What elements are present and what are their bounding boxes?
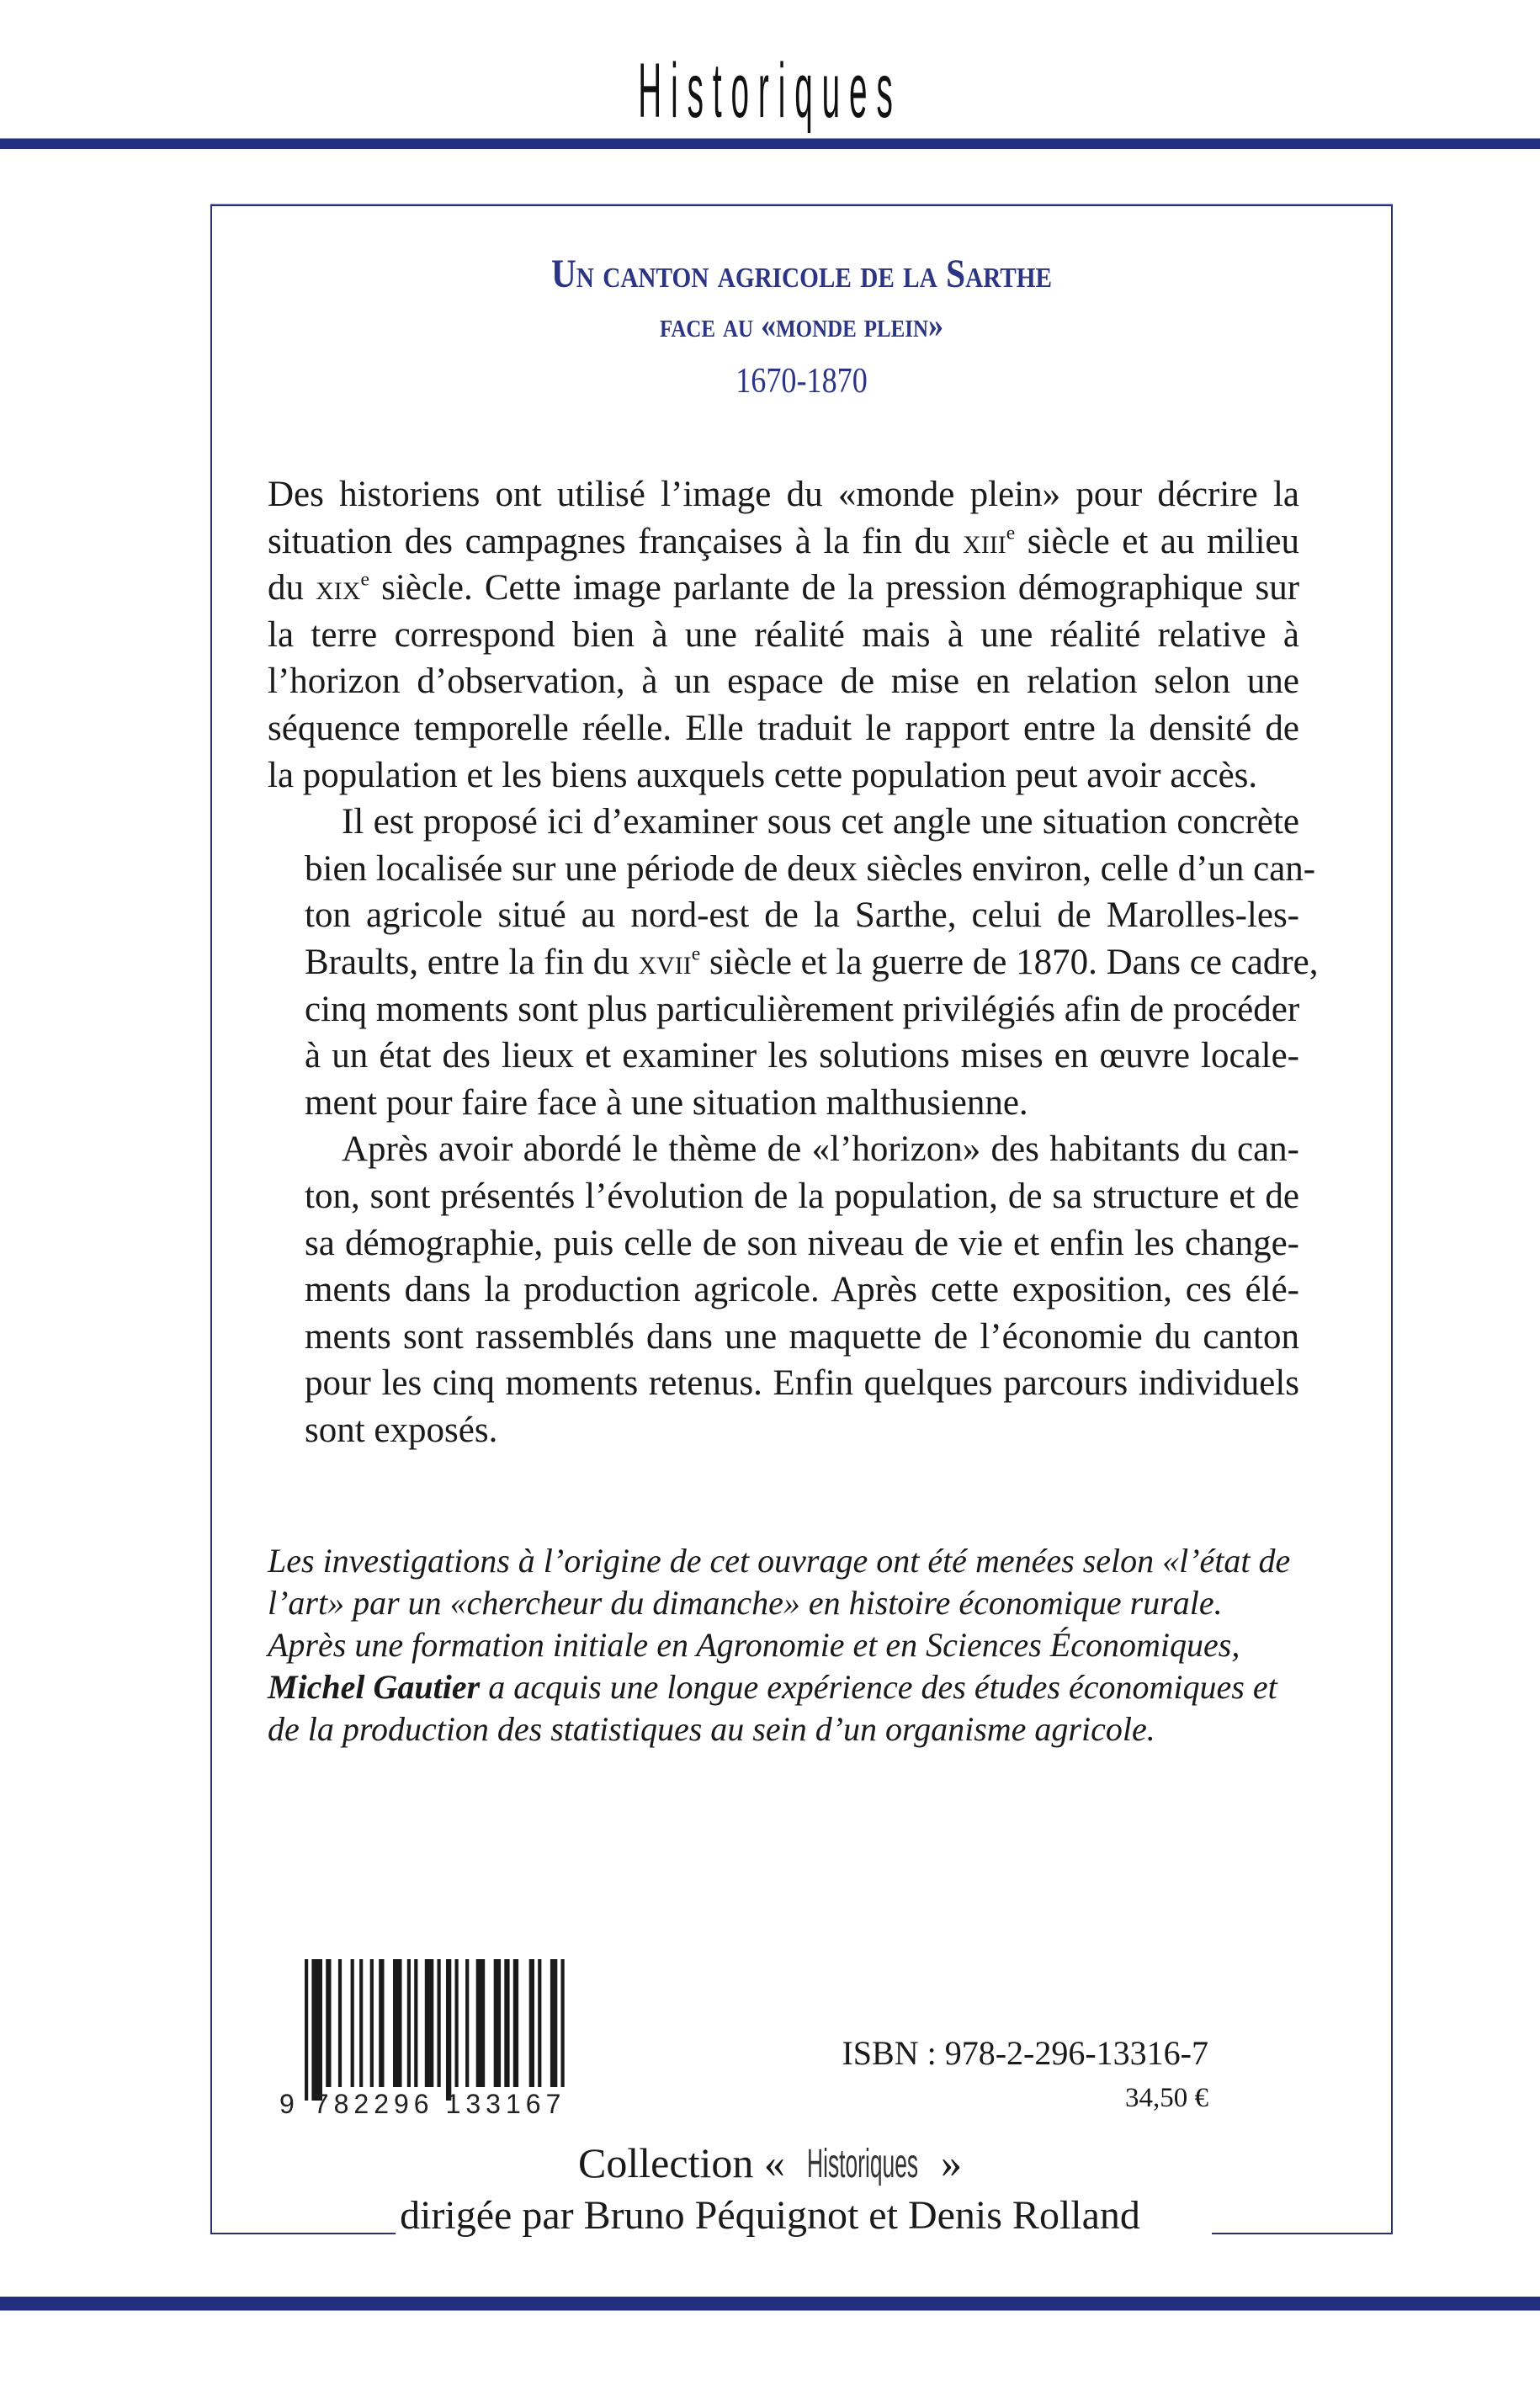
collection-suffix: » — [940, 2139, 962, 2186]
bottom-accent-bar — [0, 2297, 1540, 2310]
barcode-left-group: 782296 — [313, 2089, 434, 2119]
text-line: sont exposés. — [305, 1410, 498, 1450]
text-line: Il est proposé ici d’examiner sous cet angle une situation concrète — [342, 802, 1299, 842]
isbn: ISBN : 978-2-296-13316-7 — [842, 2034, 1208, 2072]
text-line: situation des campagnes françaises à la fin du xiii$^e$ siècle et au milieu — [268, 521, 1299, 561]
description — [268, 471, 1319, 1453]
book-dates: 1670-1870 — [735, 362, 868, 401]
text-line: la population et les biens auxquels cette population peut avoir accès. — [268, 755, 1258, 795]
book-title-line-2: face au «monde plein» — [659, 306, 944, 345]
bio-line-rest: a acquis une longue expérience des études économiques et — [480, 1668, 1277, 1706]
description-paragraph-2 — [268, 799, 1319, 1126]
book-title-line-1: Un canton agricole de la Sarthe — [550, 252, 1053, 296]
top-accent-bar — [0, 139, 1540, 149]
text-line: à un état des lieux et examiner les solutions mises en œuvre locale- — [305, 1036, 1299, 1076]
text-line: Braults, entre la fin du xvii$^e$ siècle et la guerre de 1870. Dans ce cadre, — [305, 942, 1319, 982]
collection-line — [0, 2138, 1540, 2190]
text-line: Après avoir abordé le thème de «l’horizon» des habitants du can- — [342, 1129, 1299, 1170]
barcode-right-group: 133167 — [445, 2089, 566, 2119]
text-line: bien localisée sur une période de deux siècles environ, celle d’un can- — [305, 848, 1316, 889]
bio-line: Après une formation initiale en Agronomie et en Sciences Économiques, — [268, 1626, 1240, 1664]
description-paragraph-3 — [268, 1126, 1299, 1453]
bio-line: de la production des statistiques au sein d’un organisme agricole. — [268, 1710, 1155, 1748]
bio-line: l’art» par un «chercheur du dimanche» en histoire économique rurale. — [268, 1584, 1223, 1622]
barcode-digits — [279, 2090, 566, 2118]
frame-border-right — [1391, 205, 1393, 2234]
text-line: ment pour faire face à une situation malthusienne. — [305, 1082, 1028, 1123]
author-name: Michel Gautier — [268, 1668, 481, 1706]
bio-line: Les investigations à l’origine de cet ouvrage ont été menées selon «l’état de — [268, 1542, 1291, 1580]
collection-prefix: Collection « — [578, 2139, 785, 2186]
text-line: Des historiens ont utilisé l’image du «monde plein» pour décrire la — [268, 475, 1299, 514]
barcode-icon — [305, 1959, 571, 2101]
description-paragraph-1 — [268, 471, 1299, 799]
collection-name: Historiques — [807, 2142, 919, 2186]
barcode-first-digit: 9 — [279, 2089, 295, 2119]
text-line: la terre correspond bien à une réalité mais à une réalité relative à — [268, 614, 1299, 655]
text-line: cinq moments sont plus particulièrement privilégiés afin de procéder — [305, 989, 1300, 1029]
text-line: séquence temporelle réelle. Elle traduit le rapport entre la densité de — [268, 708, 1299, 748]
frame-border-left — [210, 205, 212, 2234]
text-line: du xix$^e$ siècle. Cette image parlante de la pression démographique sur — [268, 568, 1300, 608]
bio-line — [268, 1666, 1299, 1708]
text-line: sa démographie, puis celle de son niveau de vie et enfin les change- — [305, 1223, 1299, 1263]
text-line: ton agricole situé au nord-est de la Sarthe, celui de Marolles-les- — [305, 895, 1299, 936]
price: 34,50 € — [1125, 2083, 1208, 2113]
text-line: pour les cinq moments retenus. Enfin quelques parcours individuels — [305, 1363, 1299, 1404]
collection-directors: dirigée par Bruno Péquignot et Denis Rolland — [400, 2193, 1140, 2238]
text-line: ments sont rassemblés dans une maquette de l’économie du canton — [305, 1316, 1299, 1357]
text-line: l’horizon d’observation, à un espace de mise en relation selon une — [268, 661, 1299, 702]
frame-border-top — [210, 205, 1393, 206]
series-title: Historiques — [638, 48, 902, 134]
text-line: ton, sont présentés l’évolution de la population, de sa structure et de — [305, 1176, 1299, 1216]
text-line: ments dans la production agricole. Après cette exposition, ces élé- — [305, 1270, 1299, 1310]
author-bio — [268, 1540, 1299, 1750]
